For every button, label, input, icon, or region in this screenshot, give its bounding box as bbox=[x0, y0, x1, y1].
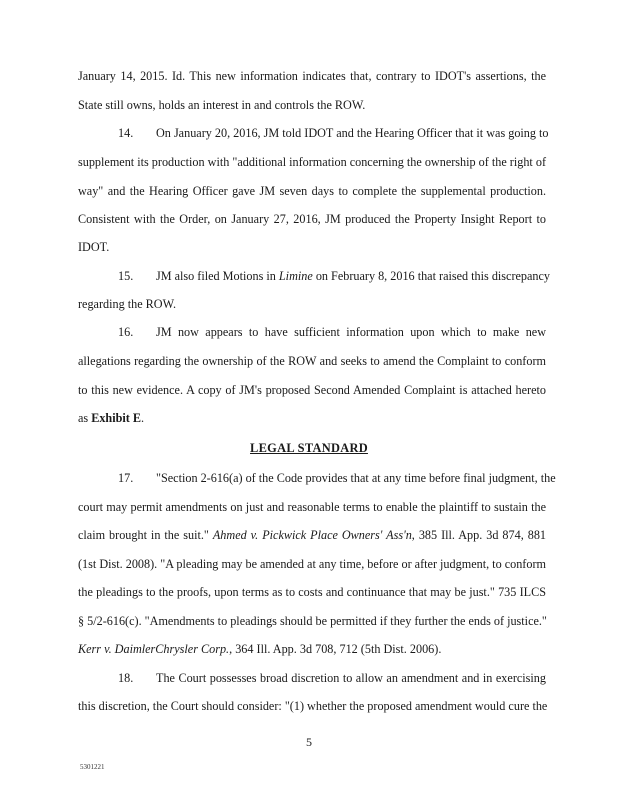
paragraph-14-line bbox=[78, 154, 546, 170]
paragraph-number: 15. bbox=[118, 269, 134, 283]
text-segment: , 364 Ill. App. 3d 708, 712 (5th Dist. 2006). bbox=[229, 642, 442, 656]
paragraph-16-line bbox=[78, 382, 546, 398]
paragraph-15-line bbox=[118, 268, 551, 284]
paragraph-14-line bbox=[118, 125, 549, 141]
paragraph-18-line bbox=[118, 670, 546, 686]
paragraph-16-line bbox=[78, 353, 546, 369]
text-segment: "Section 2-616(a) of the Code provides that at any time before final judgment, the bbox=[156, 471, 556, 485]
paragraph-14-line bbox=[78, 211, 546, 227]
text-segment: State still owns, holds an interest in and controls the ROW. bbox=[78, 98, 366, 112]
paragraph-number: 18. bbox=[118, 671, 134, 685]
text-segment: January 14, 2015. Id. This new information indicates that, contrary to IDOT's assertions, the bbox=[78, 69, 546, 83]
text-segment: regarding the ROW. bbox=[78, 297, 177, 311]
paragraph-16-line bbox=[118, 324, 546, 340]
text-segment: this discretion, the Court should consider: "(1) whether the proposed amendment would cure the bbox=[78, 699, 548, 713]
paragraph-17-line bbox=[118, 470, 556, 486]
paragraph-17-line bbox=[78, 556, 546, 572]
exhibit-reference: Exhibit E bbox=[91, 411, 141, 425]
paragraph-17-line bbox=[78, 527, 546, 543]
paragraph-17-line bbox=[78, 499, 546, 515]
paragraph-number: 17. bbox=[118, 471, 134, 485]
paragraph-18-line bbox=[78, 698, 546, 714]
text-segment: The Court possesses broad discretion to allow an amendment and in exercising bbox=[156, 671, 546, 685]
text-segment: . bbox=[141, 411, 145, 425]
text-segment: IDOT. bbox=[78, 240, 110, 254]
text-segment: on February 8, 2016 that raised this discrepancy bbox=[312, 269, 551, 283]
paragraph-17-line bbox=[78, 584, 546, 600]
text-segment: court may permit amendments on just and reasonable terms to enable the plaintiff to sustain the bbox=[78, 500, 546, 514]
text-segment: On January 20, 2016, JM told IDOT and the Hearing Officer that it was going to bbox=[156, 126, 549, 140]
case-citation: Ahmed v. Pickwick Place Owners' Ass'n bbox=[212, 528, 412, 542]
text-segment: JM now appears to have sufficient information upon which to make new bbox=[156, 325, 546, 339]
paragraph-16-line bbox=[78, 410, 546, 426]
text-segment: the pleadings to the proofs, upon terms as to costs and continuance that may be just." 735 ILCS bbox=[78, 585, 546, 599]
paragraph-line bbox=[78, 68, 546, 84]
paragraph-17-line bbox=[78, 613, 546, 629]
section-heading: LEGAL STANDARD bbox=[250, 441, 368, 455]
text-segment: § 5/2-616(c). "Amendments to pleadings should be permitted if they further the ends of justice." bbox=[78, 614, 547, 628]
paragraph-number: 14. bbox=[118, 126, 134, 140]
text-segment: as bbox=[78, 411, 92, 425]
text-segment: claim brought in the suit." bbox=[78, 528, 213, 542]
text-segment: supplement its production with "additional information concerning the ownership of the right of bbox=[78, 155, 547, 169]
text-segment: (1st Dist. 2008). "A pleading may be amended at any time, before or after judgment, to conform bbox=[78, 557, 546, 571]
paragraph-number: 16. bbox=[118, 325, 134, 339]
paragraph-17-line bbox=[78, 641, 546, 657]
text-segment: way" and the Hearing Officer gave JM seven days to complete the supplemental production. bbox=[78, 184, 546, 198]
footer-document-code: 5301221 bbox=[80, 763, 105, 771]
text-italic: Limine bbox=[278, 269, 313, 283]
page-number: 5 bbox=[306, 735, 312, 749]
paragraph-15-line bbox=[78, 296, 546, 312]
paragraph-14-line bbox=[78, 239, 546, 255]
text-segment: , 385 Ill. App. 3d 874, 881 bbox=[411, 528, 547, 542]
text-segment: allegations regarding the ownership of the ROW and seeks to amend the Complaint to conform bbox=[78, 354, 546, 368]
paragraph-line bbox=[78, 97, 546, 113]
paragraph-14-line bbox=[78, 183, 546, 199]
text-segment: Consistent with the Order, on January 27, 2016, JM produced the Property Insight Report to bbox=[78, 212, 546, 226]
text-segment: to this new evidence. A copy of JM's proposed Second Amended Complaint is attached hereto bbox=[78, 383, 546, 397]
case-citation: Kerr v. DaimlerChrysler Corp. bbox=[78, 642, 230, 656]
text-segment: JM also filed Motions in bbox=[156, 269, 279, 283]
